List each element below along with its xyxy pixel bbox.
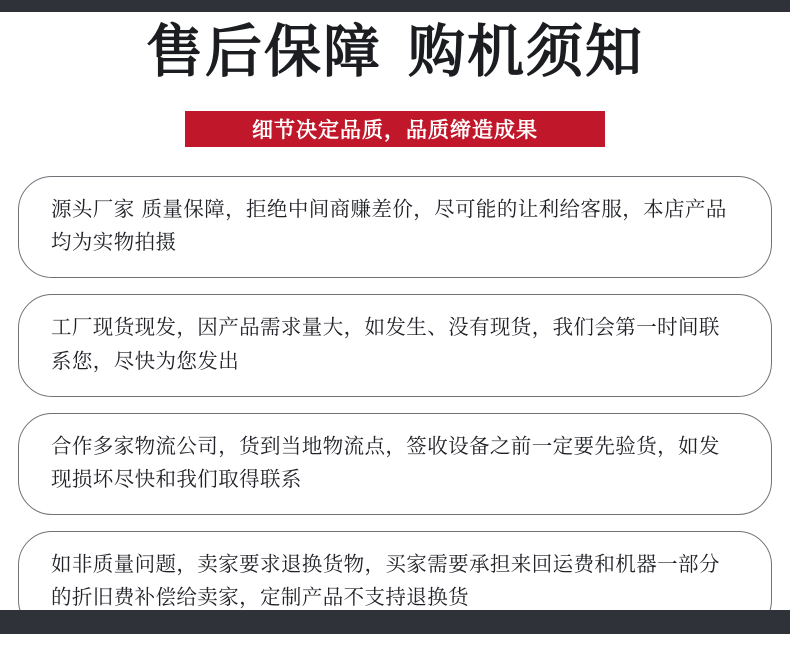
page-title-right: 购机须知 [408, 19, 644, 85]
note-item [18, 294, 772, 396]
note-item [18, 176, 772, 278]
top-decorative-band [0, 0, 790, 12]
note-text: 工厂现货现发，因产品需求量大，如发生、没有现货，我们会第一时间联系您，尽快为您发出 [51, 315, 720, 373]
bottom-decorative-band [0, 610, 790, 634]
note-text: 源头厂家 质量保障，拒绝中间商赚差价，尽可能的让利给客服，本店产品均为实物拍摄 [51, 197, 727, 255]
note-text: 如非质量问题，卖家要求退换货物，买家需要承担来回运费和机器一部分的折旧费补偿给卖家，定制产品不支持退换货 [51, 552, 720, 610]
notes-list [18, 176, 772, 650]
sub-banner [185, 111, 605, 147]
page-title [0, 20, 790, 86]
page-title-left: 售后保障 [146, 19, 382, 85]
note-item [18, 413, 772, 515]
note-text: 合作多家物流公司，货到当地物流点，签收设备之前一定要先验货，如发现损坏尽快和我们取得联系 [51, 433, 720, 492]
sub-banner-text: 细节决定品质，品质缔造成果 [252, 118, 538, 142]
